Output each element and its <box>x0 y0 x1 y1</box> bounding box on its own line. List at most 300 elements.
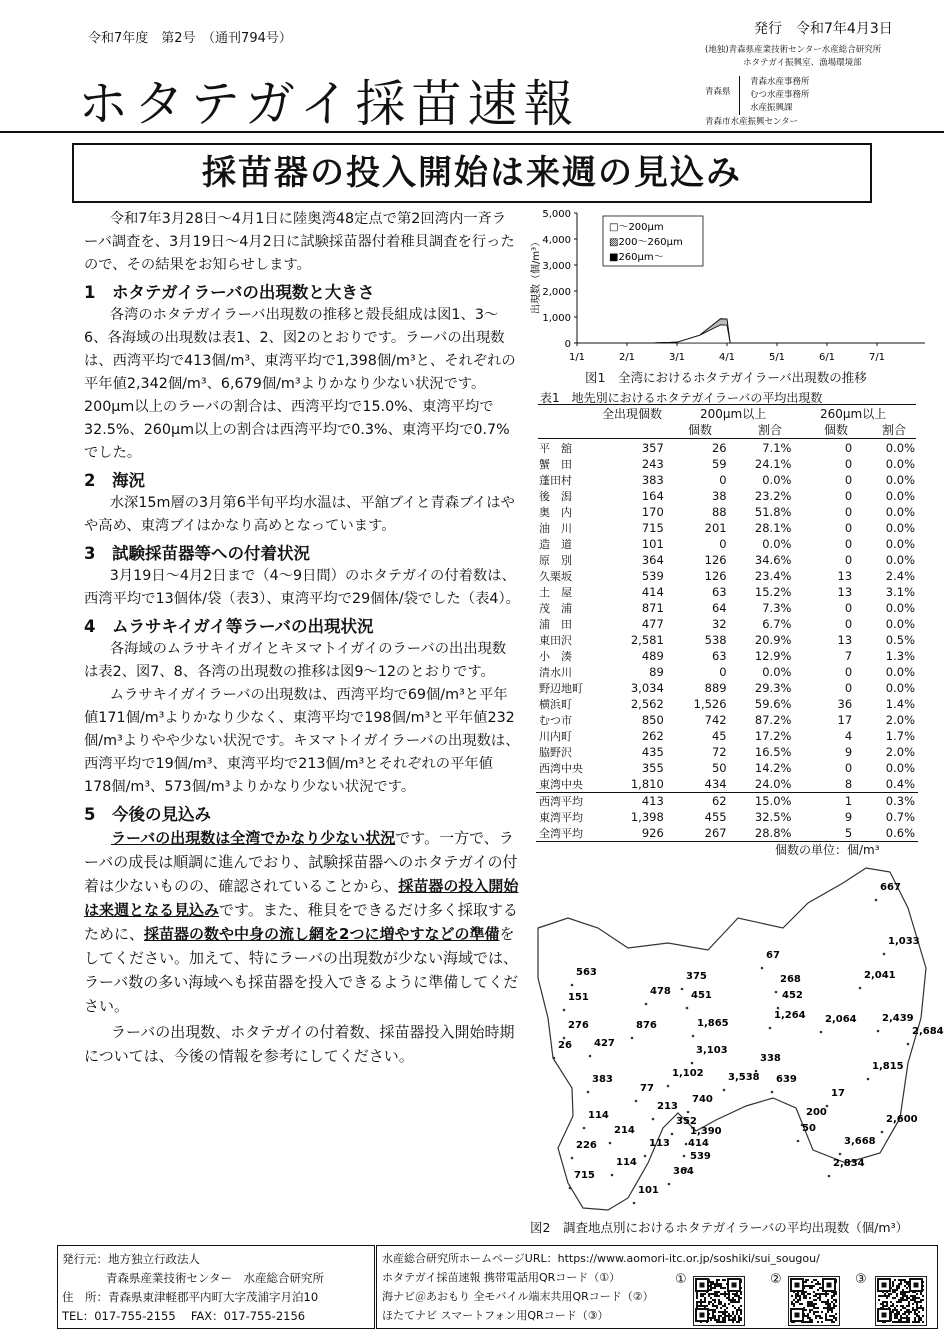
survey-point <box>563 1009 566 1012</box>
qr-module <box>807 1315 809 1317</box>
table-row <box>536 504 918 520</box>
qr-module <box>908 1305 910 1307</box>
survey-point-label: 1,815 <box>872 1061 904 1072</box>
qr-module <box>896 1315 898 1317</box>
qr-module <box>815 1279 817 1281</box>
qr-module <box>728 1293 730 1295</box>
qr-module <box>722 1311 724 1313</box>
qr-module <box>732 1301 734 1303</box>
qr-module <box>714 1315 716 1317</box>
qr-module <box>718 1319 720 1321</box>
qr-module <box>795 1297 797 1299</box>
table-cell: 0.3% <box>885 794 915 808</box>
qr-module <box>900 1281 902 1283</box>
qr-module <box>914 1301 916 1303</box>
qr-module <box>906 1317 908 1319</box>
qr-module <box>904 1293 906 1295</box>
issue-number: 令和7年度 第2号 （通刊794号） <box>88 31 292 46</box>
survey-point <box>723 1089 726 1092</box>
qr-module <box>833 1305 835 1307</box>
survey-point-label: 2,600 <box>886 1114 918 1125</box>
qr-module <box>906 1297 908 1299</box>
qr-module <box>740 1311 742 1313</box>
qr-module <box>791 1295 793 1297</box>
qr-module <box>817 1311 819 1313</box>
qr-module <box>896 1313 898 1315</box>
qr-module <box>728 1295 730 1297</box>
qr-module <box>825 1307 827 1309</box>
table-row <box>536 568 918 584</box>
qr-module <box>880 1295 882 1297</box>
row-label: 浦 田 <box>539 618 572 631</box>
qr-module <box>811 1285 813 1287</box>
table-cell: 0 <box>719 665 727 679</box>
survey-point <box>859 987 862 990</box>
table-cell: 88 <box>711 505 727 519</box>
emphasis-3: 採苗器の数や中身の流し網を2つに増やすなどの準備 <box>144 925 500 943</box>
x-tick-label: 3/1 <box>668 352 686 363</box>
qr-module <box>892 1291 894 1293</box>
qr-module <box>714 1309 716 1311</box>
qr-module <box>829 1315 831 1317</box>
qr-module <box>811 1303 813 1305</box>
table-cell: 0 <box>844 601 853 615</box>
qr-module <box>912 1321 914 1323</box>
qr-module <box>708 1301 710 1303</box>
qr-module <box>825 1317 827 1319</box>
qr-module <box>918 1317 920 1319</box>
qr-module <box>728 1303 730 1305</box>
table-row <box>536 680 918 696</box>
qr-module <box>908 1317 910 1319</box>
qr-module <box>914 1309 916 1311</box>
qr-module <box>696 1297 698 1299</box>
qr-module <box>724 1279 726 1281</box>
table-cell: 13 <box>837 569 853 583</box>
qr-module <box>714 1299 716 1301</box>
qr-mark-1: ① <box>675 1272 687 1287</box>
qr-module <box>728 1317 730 1319</box>
qr-module <box>906 1315 908 1317</box>
qr-module <box>916 1309 918 1311</box>
survey-point-label: 563 <box>576 967 597 978</box>
qr-module <box>700 1299 702 1301</box>
text-2: です。また、稚貝をできるだけ多く採取するために、 <box>84 901 518 943</box>
qr-module <box>920 1319 922 1321</box>
table-cell: 17 <box>837 713 853 727</box>
table-cell: 126 <box>704 569 727 583</box>
qr-module <box>714 1285 716 1287</box>
table-cell: 0 <box>719 537 727 551</box>
survey-point <box>553 1057 556 1060</box>
qr-module <box>718 1301 720 1303</box>
qr-module <box>799 1295 801 1297</box>
qr-module <box>910 1295 912 1297</box>
qr-module <box>700 1293 702 1295</box>
qr-code-2-icon[interactable] <box>788 1276 840 1326</box>
qr-module <box>740 1319 742 1321</box>
qr-module <box>726 1315 728 1317</box>
qr-module <box>716 1285 718 1287</box>
qr-module <box>809 1317 811 1319</box>
qr-module <box>730 1299 732 1301</box>
qr-module <box>825 1293 827 1295</box>
qr-module <box>916 1305 918 1307</box>
table-cell: 364 <box>641 553 664 567</box>
footer-publisher <box>57 1245 375 1329</box>
qr-module <box>817 1281 819 1283</box>
org-2: ホタテガイ振興室、漁場環境部 <box>743 58 862 68</box>
y-tick-label: 5,000 <box>542 209 571 220</box>
qr-module <box>809 1297 811 1299</box>
qr-module <box>710 1293 712 1295</box>
qr-code-1-icon[interactable] <box>693 1276 745 1326</box>
qr-module <box>920 1301 922 1303</box>
qr-module <box>805 1285 807 1287</box>
qr-module <box>914 1299 916 1301</box>
qr-module <box>738 1321 740 1323</box>
qr-module <box>700 1295 702 1297</box>
table-cell: 1,398 <box>630 810 664 824</box>
qr-module <box>827 1303 829 1305</box>
qr-module <box>720 1311 722 1313</box>
table-cell: 267 <box>704 826 727 840</box>
qr-module <box>892 1321 894 1323</box>
survey-point-label: 667 <box>880 882 901 893</box>
y-tick-label: 4,000 <box>542 235 571 246</box>
qr-module <box>797 1293 799 1295</box>
qr-module <box>914 1297 916 1299</box>
qr-module <box>894 1321 896 1323</box>
qr-module <box>906 1287 908 1289</box>
qr-module <box>716 1281 718 1283</box>
qr-module <box>736 1321 738 1323</box>
table-row <box>536 536 918 552</box>
table-cell: 0.0% <box>885 473 915 487</box>
qr-module <box>716 1291 718 1293</box>
col-260: 260μm以上 <box>820 407 887 421</box>
qr-module <box>898 1285 900 1287</box>
qr-module <box>922 1299 924 1301</box>
qr-module <box>712 1299 714 1301</box>
survey-point-label: 2,439 <box>882 1013 914 1024</box>
qr-module <box>738 1301 740 1303</box>
qr-module <box>902 1295 904 1297</box>
qr-module <box>886 1301 888 1303</box>
qr-module <box>813 1299 815 1301</box>
section-2-text: 水深15m層の3月第6半旬平均水温は、平舘ブイと青森ブイはやや高め、東湾ブイはかなり高めとなっています。 <box>84 495 515 534</box>
row-label: 脇野沢 <box>539 746 572 759</box>
table-cell: 87.2% <box>754 713 792 727</box>
qr-module <box>710 1289 712 1291</box>
qr-module <box>922 1295 924 1297</box>
qr-module <box>833 1307 835 1309</box>
table-cell: 7.1% <box>762 441 792 455</box>
qr-module <box>738 1309 740 1311</box>
qr-module <box>696 1301 698 1303</box>
qr-module <box>718 1311 720 1313</box>
section-5-heading: 5 今後の見込み <box>84 805 211 824</box>
emphasis-2: 採苗器の投入開始は来週となる見込み <box>84 877 519 919</box>
table-cell: 2,581 <box>630 633 664 647</box>
survey-point <box>867 1078 870 1081</box>
table-cell: 28.8% <box>754 826 792 840</box>
qr-module <box>890 1305 892 1307</box>
qr-module <box>714 1301 716 1303</box>
qr-module <box>920 1305 922 1307</box>
survey-point-label: 114 <box>616 1157 637 1168</box>
qr-module <box>896 1309 898 1311</box>
survey-point-label: 226 <box>576 1140 597 1151</box>
section-1-text: 各湾のホタテガイラーバ出現数の推移と殻長組成は図1、3～6、各海域の出現数は表1、2、図2のとおりです。ラーバの出現数は、西湾平均で413個/m³、東湾平均で1,398個/m³と、それぞれの平年値2,342個/m³、6,679個/m³よりかなり少ない状況です。200μm以上のラーバの割合は、西湾平均で15.0%、東湾平均で32.5%、260μm以上の割合は西湾平均で0.3%、東湾平均で0.7%でした。 <box>84 307 516 461</box>
org-pref-list <box>739 76 810 115</box>
qr-module <box>920 1293 922 1295</box>
qr-module <box>819 1287 821 1289</box>
qr-module <box>722 1319 724 1321</box>
table-row <box>536 696 918 712</box>
qr-module <box>696 1295 698 1297</box>
qr-module <box>718 1285 720 1287</box>
qr-module <box>819 1315 821 1317</box>
qr-module <box>714 1305 716 1307</box>
table-row <box>536 648 918 664</box>
table-row <box>536 616 918 632</box>
qr-label-3: ほたてナビ スマートフォン用QRコード（③） <box>382 1309 609 1322</box>
survey-point <box>820 1031 823 1034</box>
survey-point <box>828 1175 831 1178</box>
qr-module <box>809 1287 811 1289</box>
table-cell: 2.0% <box>885 745 915 759</box>
table-cell: 0.0% <box>885 553 915 567</box>
org-pref: 青森県 <box>705 87 731 97</box>
qr-module <box>918 1307 920 1309</box>
survey-point-label: 113 <box>649 1138 670 1149</box>
qr-module <box>908 1319 910 1321</box>
qr-module <box>894 1309 896 1311</box>
qr-module <box>906 1295 908 1297</box>
qr-module <box>825 1301 827 1303</box>
qr-module <box>914 1321 916 1323</box>
qr-module <box>805 1321 807 1323</box>
row-label: むつ市 <box>539 714 572 727</box>
qr-module <box>904 1291 906 1293</box>
qr-module <box>736 1301 738 1303</box>
qr-module <box>722 1305 724 1307</box>
table-row <box>536 520 918 536</box>
survey-point <box>769 1027 772 1030</box>
qr-module <box>811 1309 813 1311</box>
survey-point <box>633 1202 636 1205</box>
qr-module <box>807 1279 809 1281</box>
survey-point <box>611 1174 614 1177</box>
qr-module <box>809 1303 811 1305</box>
table-cell: 34.6% <box>754 553 792 567</box>
qr-module <box>708 1303 710 1305</box>
table-cell: 59 <box>711 457 727 471</box>
table-cell: 50 <box>711 761 727 775</box>
qr-module <box>908 1309 910 1311</box>
table-cell: 0.0% <box>885 665 915 679</box>
qr-module <box>738 1315 740 1317</box>
qr-module <box>734 1293 736 1295</box>
col-200-rate: 割合 <box>758 423 783 437</box>
table-cell: 243 <box>641 457 664 471</box>
qr-module <box>902 1299 904 1301</box>
qr-module <box>916 1301 918 1303</box>
qr-module <box>724 1321 726 1323</box>
table-cell: 355 <box>641 761 664 775</box>
survey-point <box>877 1030 880 1033</box>
qr-module <box>896 1289 898 1291</box>
qr-module <box>914 1311 916 1313</box>
qr-module <box>833 1293 835 1295</box>
table-cell: 2.4% <box>885 569 915 583</box>
homepage-url[interactable]: 水産総合研究所ホームページURL：https://www.aomori-itc.or.jp/soshiki/sui_sougou/ <box>382 1252 820 1265</box>
section-4-text-2: ムラサキイガイラーバの出現数は、西湾平均で69個/m³と平年値171個/m³よりかなり少なく、東湾平均で198個/m³と平年値232個/m³よりやや少ない状況です。キヌマトイガイラーバの出現数は、西湾平均で19個/m³、東湾平均で213個/m³とそれぞれの平年値178個/m³、573個/m³よりかなり少ない状況です。 <box>84 687 520 795</box>
qr-module <box>898 1311 900 1313</box>
qr-module <box>724 1319 726 1321</box>
qr-module <box>805 1281 807 1283</box>
table-row <box>536 728 918 744</box>
qr-module <box>740 1293 742 1295</box>
table-cell: 9 <box>844 810 853 824</box>
qr-module <box>795 1301 797 1303</box>
table-row <box>536 552 918 568</box>
qr-module <box>908 1303 910 1305</box>
table-row <box>536 825 918 842</box>
qr-module <box>813 1279 815 1281</box>
qr-module <box>813 1307 815 1309</box>
series-area-1 <box>577 325 730 343</box>
survey-point-label: 17 <box>831 1088 845 1099</box>
qr-module <box>896 1311 898 1313</box>
table-cell: 0 <box>844 489 853 503</box>
qr-module <box>825 1295 827 1297</box>
qr-module <box>720 1315 722 1317</box>
qr-module <box>805 1309 807 1311</box>
qr-module <box>797 1299 799 1301</box>
qr-module <box>904 1279 906 1281</box>
qr-module <box>704 1301 706 1303</box>
qr-module <box>825 1319 827 1321</box>
qr-module <box>914 1317 916 1319</box>
qr-module <box>801 1293 803 1295</box>
table-cell: 0.0% <box>885 521 915 535</box>
qr-module <box>807 1313 809 1315</box>
qr-module <box>900 1317 902 1319</box>
survey-point-label: 3,538 <box>728 1072 760 1083</box>
table-cell: 0 <box>719 473 727 487</box>
qr-module <box>726 1307 728 1309</box>
qr-module <box>815 1315 817 1317</box>
qr-module <box>718 1317 720 1319</box>
qr-module <box>734 1307 736 1309</box>
table-cell: 12.9% <box>754 649 792 663</box>
qr-module <box>892 1311 894 1313</box>
qr-module <box>811 1321 813 1323</box>
qr-module <box>914 1313 916 1315</box>
qr-module <box>706 1305 708 1307</box>
table-cell: 164 <box>641 489 664 503</box>
qr-module <box>728 1297 730 1299</box>
table-cell: 0.0% <box>885 761 915 775</box>
qr-module <box>920 1307 922 1309</box>
qr-module <box>827 1311 829 1313</box>
qr-module <box>902 1321 904 1323</box>
table-cell: 742 <box>704 713 727 727</box>
org-1: (地独)青森県産業技術センター水産総合研究所 <box>705 45 882 55</box>
table-row <box>536 744 918 760</box>
table-cell: 1.7% <box>885 729 915 743</box>
qr-module <box>702 1301 704 1303</box>
qr-module <box>809 1301 811 1303</box>
org-pref-item: 青森水産事務所 <box>750 77 810 87</box>
table-cell: 24.0% <box>754 777 792 791</box>
table-cell: 15.2% <box>754 585 792 599</box>
table-cell: 850 <box>641 713 664 727</box>
figure-2-caption: 図2 調査地点別におけるホタテガイラーバの平均出現数（個/m³） <box>530 1220 909 1235</box>
qr-module <box>698 1305 700 1307</box>
intro-paragraph: 令和7年3月28日～4月1日に陸奥湾48定点で第2回湾内一斉ラーバ調査を、3月19日～4月2日に試験採苗器付着稚貝調査を行ったので、その結果をお知らせします。 <box>84 211 515 273</box>
qr-module <box>724 1313 726 1315</box>
qr-module <box>908 1301 910 1303</box>
qr-module <box>898 1321 900 1323</box>
qr-module <box>740 1305 742 1307</box>
table-cell: 2,562 <box>630 697 664 711</box>
qr-module <box>809 1285 811 1287</box>
survey-point-label: 1,033 <box>888 936 920 947</box>
qr-module <box>720 1301 722 1303</box>
qr-module <box>906 1311 908 1313</box>
survey-point-label: 1,264 <box>774 1010 806 1021</box>
table-cell: 0.6% <box>885 826 915 840</box>
qr-module <box>900 1293 902 1295</box>
qr-module <box>831 1309 833 1311</box>
qr-module <box>908 1321 910 1323</box>
table-cell: 1,526 <box>693 697 727 711</box>
qr-module <box>892 1283 894 1285</box>
qr-module <box>718 1321 720 1323</box>
qr-module <box>736 1309 738 1311</box>
table-cell: 715 <box>641 521 664 535</box>
survey-point <box>563 1037 566 1040</box>
survey-point <box>907 1043 910 1046</box>
qr-module <box>833 1317 835 1319</box>
qr-module <box>888 1295 890 1297</box>
qr-module <box>922 1315 924 1317</box>
survey-point <box>761 967 764 970</box>
survey-point <box>671 1133 674 1136</box>
qr-module <box>827 1319 829 1321</box>
qr-code-3-icon[interactable] <box>875 1276 927 1326</box>
qr-module <box>740 1297 742 1299</box>
qr-module <box>835 1317 837 1319</box>
qr-module <box>718 1291 720 1293</box>
survey-point <box>687 1111 690 1114</box>
survey-point <box>691 1062 694 1065</box>
qr-module <box>817 1321 819 1323</box>
qr-module <box>900 1305 902 1307</box>
qr-module <box>914 1295 916 1297</box>
qr-module <box>724 1305 726 1307</box>
survey-point <box>883 953 886 956</box>
qr-module <box>714 1287 716 1289</box>
table-cell: 0.0% <box>885 617 915 631</box>
qr-module <box>821 1293 823 1295</box>
qr-module <box>884 1301 886 1303</box>
qr-module <box>896 1285 898 1287</box>
survey-point-label: 1,102 <box>672 1068 704 1079</box>
